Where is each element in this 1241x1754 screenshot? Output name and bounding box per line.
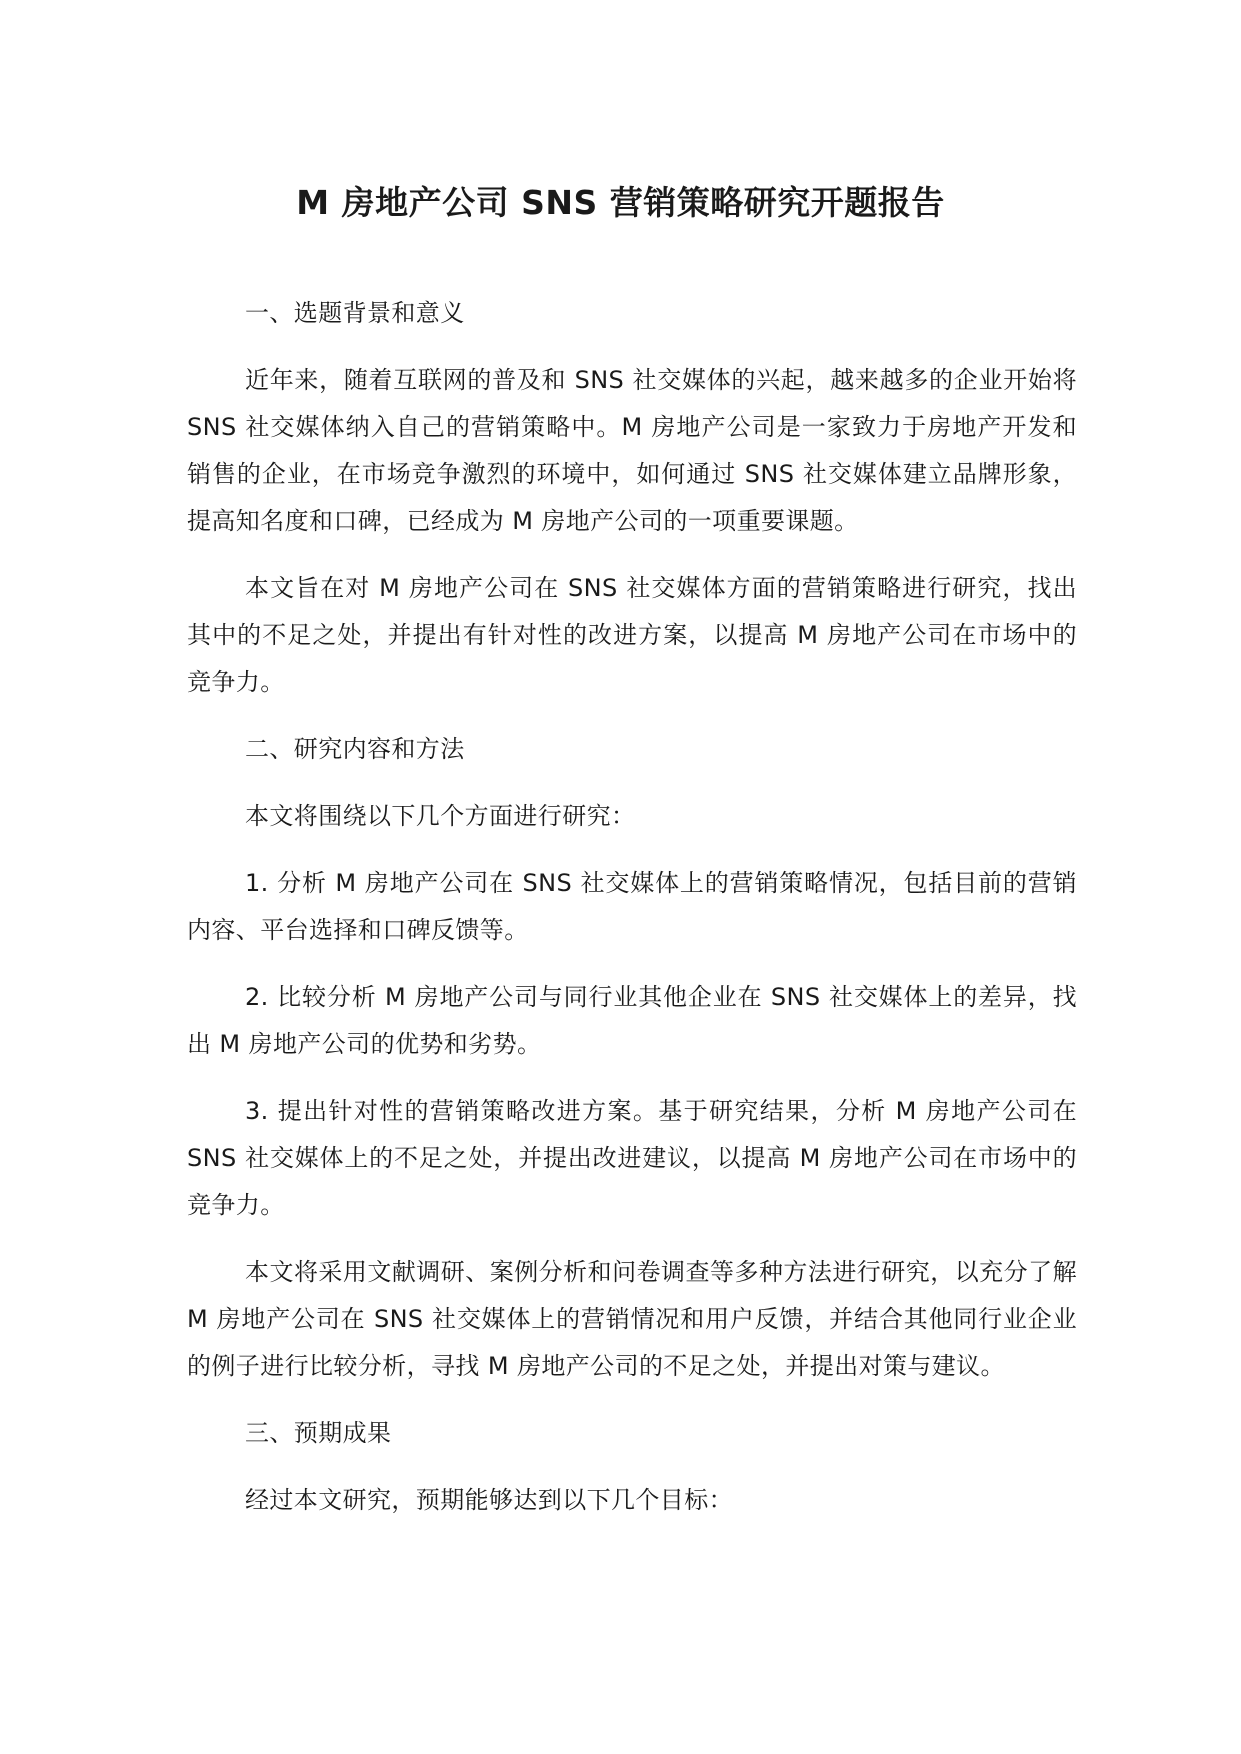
section-heading-background: 一、选题背景和意义	[245, 299, 465, 327]
document-body	[187, 290, 1077, 1544]
paragraph-purpose: 本文旨在对 M 房地产公司在 SNS 社交媒体方面的营销策略进行研究，找出其中的不足之处，并提出有针对性的改进方案，以提高 M 房地产公司在市场中的竞争力。	[187, 574, 1077, 696]
list-item-2: 2. 比较分析 M 房地产公司与同行业其他企业在 SNS 社交媒体上的差异，找出 M 房地产公司的优势和劣势。	[187, 983, 1077, 1058]
section-heading-content-methods: 二、研究内容和方法	[245, 735, 465, 763]
paragraph-expected-intro: 经过本文研究，预期能够达到以下几个目标：	[245, 1486, 733, 1514]
list-item-3: 3. 提出针对性的营销策略改进方案。基于研究结果，分析 M 房地产公司在 SNS 社交媒体上的不足之处，并提出改进建议，以提高 M 房地产公司在市场中的竞争力。	[187, 1097, 1077, 1219]
paragraph-research-intro: 本文将围绕以下几个方面进行研究：	[245, 802, 636, 830]
paragraph-methods: 本文将采用文献调研、案例分析和问卷调查等多种方法进行研究，以充分了解 M 房地产公司在 SNS 社交媒体上的营销情况和用户反馈，并结合其他同行业企业的例子进行比较分析，寻找 M 房地产公司的不足之处，并提出对策与建议。	[187, 1258, 1077, 1380]
paragraph-background: 近年来，随着互联网的普及和 SNS 社交媒体的兴起，越来越多的企业开始将 SNS 社交媒体纳入自己的营销策略中。M 房地产公司是一家致力于房地产开发和销售的企业，在市场竞争激烈的环境中，如何通过 SNS 社交媒体建立品牌形象，提高知名度和口碑，已经成为 M 房地产公司的一项重要课题。	[187, 366, 1077, 535]
section-heading-expected-results: 三、预期成果	[245, 1419, 392, 1447]
document-title: M 房地产公司 SNS 营销策略研究开题报告	[296, 183, 945, 222]
list-item-1: 1. 分析 M 房地产公司在 SNS 社交媒体上的营销策略情况，包括目前的营销内容、平台选择和口碑反馈等。	[187, 869, 1077, 944]
